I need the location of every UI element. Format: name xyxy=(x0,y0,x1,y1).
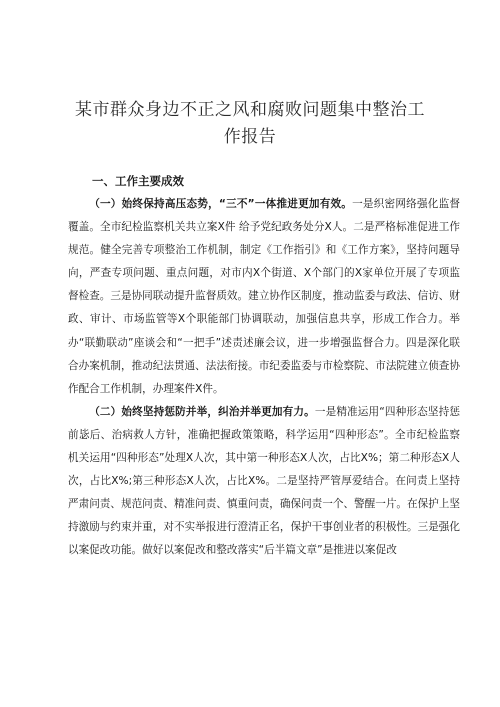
paragraph-2-lead: （二）始终坚持惩防并举，纠治并举更加有力。 xyxy=(89,405,315,418)
paragraph-1-lead: （一）始终保持高压态势，“三不”一体推进更加有效。 xyxy=(89,198,353,210)
title-line-2: 作报告 xyxy=(223,127,277,147)
body-text xyxy=(68,193,460,563)
paragraph-2-text: 一是精准运用“四种形态坚持惩前毖后、治病救人方针，准确把握政策策略，科学运用“四种形态”。全市纪检监察机关运用“四种形态”处理X人次，其中第一种形态X人次，占比X%；第二种形态X人次，占比X%;第三种形态X人次，占比X%。二是坚持严管厚爱结合。在问责上坚持严肃问责、规范问责、精准问责、慎重问责，确保问责一个、警醒一片。在保护上坚持激励与约束并重，对不实举报进行澄清正名，保护干事创业者的积极性。三是强化以案促改功能。做好以案促改和整改落实“后半篇文章”是推进以案促改 xyxy=(68,405,460,557)
paragraph-1-text: 一是织密网络强化监督覆盖。全市纪检监察机关共立案X件 给予党纪政务处分X人。二是严格标准促进工作规范。健全完善专项整治工作机制，制定《工作指引》和《工作方案》，坚持问题导向，严查专项问题、重点问题，对市内X个街道、X个部门的X家单位开展了专项监督检查。三是协同联动提升监督质效。建立协作区制度，推动监委与政法、信访、财政、审计、市场监管等X个职能部门协调联动，加强信息共享，形成工作合力。举办“联勤联动”座谈会和“一把手”述责述廉会议，进一步增强监督合力。四是深化联合办案机制，推动纪法贯通、法法衔接。市纪委监委与市检察院、市法院建立侦查协作配合工作机制，办理案件X件。 xyxy=(68,198,460,395)
paragraph-1 xyxy=(68,193,460,401)
paragraph-2 xyxy=(68,401,460,563)
section-heading: 一、工作主要成效 xyxy=(92,174,184,188)
title-line-1: 某市群众身边不正之风和腐败问题集中整治工 xyxy=(75,100,425,120)
document-title xyxy=(0,97,500,151)
